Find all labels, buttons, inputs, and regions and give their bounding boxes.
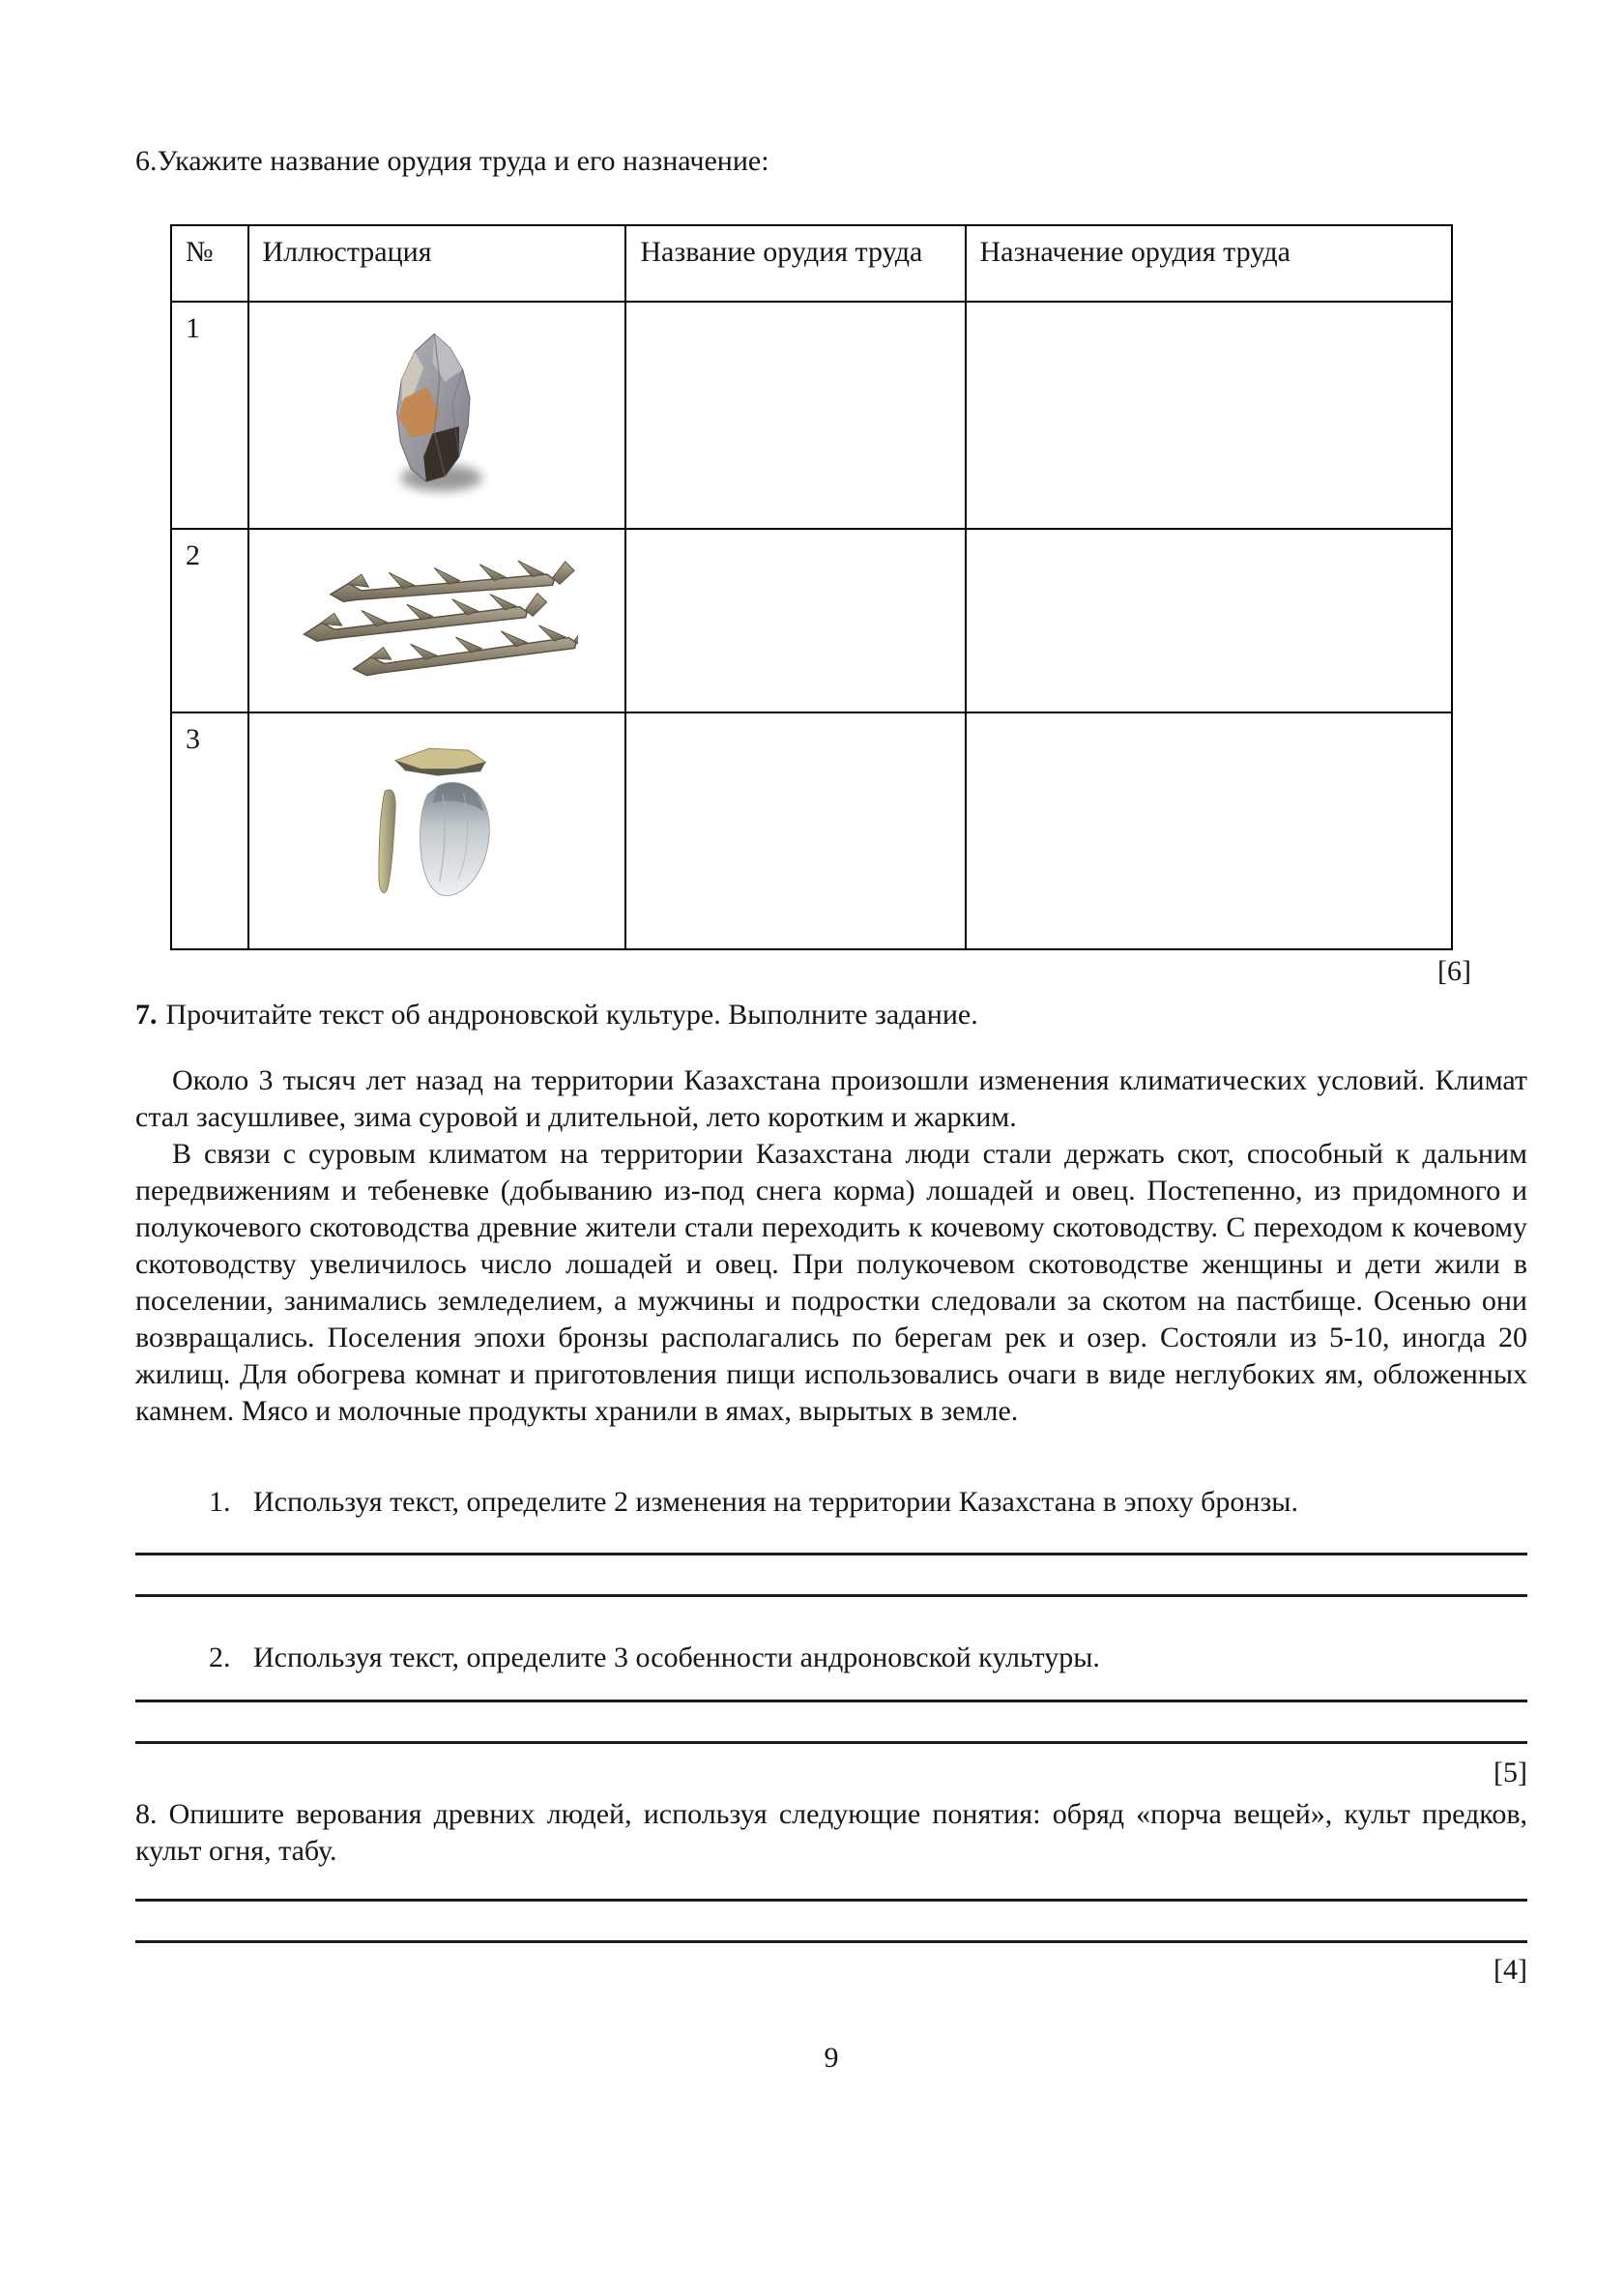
question7-heading: [135, 997, 1527, 1033]
col-header-tool-name: Название орудия труда: [625, 225, 965, 302]
answer-line: [135, 1594, 1527, 1597]
answer-line: [135, 1741, 1527, 1744]
row-number: 1: [171, 302, 248, 529]
answer-cell-tool-purpose-2: [966, 529, 1453, 712]
subquestion-2: [209, 1640, 1527, 1676]
answer-line: [135, 1940, 1527, 1943]
flint-scrapers-image: [356, 741, 518, 921]
subquestion-1-number: 1.: [209, 1486, 231, 1518]
answer-cell-tool-purpose-3: [966, 712, 1453, 949]
row-number: 3: [171, 712, 248, 949]
illustration-cell: [248, 712, 626, 949]
col-header-illustration: Иллюстрация: [248, 225, 626, 302]
question7-paragraph-2: В связи с суровым климатом на территории Казахстана люди стали держать скот, способный к дальним передвижениям и тебеневке (добыванию из-под снега корма) лошадей и овец. Постепенно, из придомного и полукочевого скотоводства древние жители стали переходить к кочевому скотоводству. С переходом к кочевому скотоводству увеличилось число лошадей и овец. При полукочевом скотоводстве женщины и дети жили в поселении, занимались земледелием, а мужчины и подростки следовали за скотом на пастбище. Осенью они возвращались. Поселения эпохи бронзы располагались по берегам рек и озер. Состояли из 5-10, иногда 20 жилищ. Для обогрева комнат и приготовления пищи использовались очаги в виде неглубоких ям, обложенных камнем. Мясо и молочные продукты хранили в ямах, вырытых в земле.: [135, 1138, 1527, 1427]
subquestion-2-text: Используя текст, определите 3 особенности андроновской культуры.: [253, 1642, 1100, 1673]
answer-line: [135, 1899, 1527, 1902]
table-header-row: [171, 225, 1452, 302]
subquestion-1: [209, 1484, 1527, 1521]
answer-line: [135, 1700, 1527, 1702]
illustration-cell: [248, 302, 626, 529]
question7-points-badge: [5]: [1494, 1757, 1527, 1788]
question6-points-badge: [6]: [1437, 955, 1471, 987]
table-row: [171, 302, 1452, 529]
subquestion-2-number: 2.: [209, 1642, 231, 1673]
answer-cell-tool-purpose-1: [966, 302, 1453, 529]
subquestion-1-text: Используя текст, определите 2 изменения на территории Казахстана в эпоху бронзы.: [253, 1486, 1298, 1518]
question7-number: 7.: [135, 999, 158, 1031]
answer-cell-tool-name-2: [625, 529, 965, 712]
question7-title: Прочитайте текст об андроновской культуре. Выполните задание.: [165, 999, 978, 1031]
col-header-number: №: [171, 225, 248, 302]
question7-paragraph-1: Около 3 тысяч лет назад на территории Казахстана произошли изменения климатических условий. Климат стал засушливее, зима суровой и длительной, лето коротким и жарким.: [135, 1064, 1527, 1133]
table-row: [171, 712, 1452, 949]
page-content: [135, 143, 1527, 2077]
stone-hand-axe-image: [370, 327, 504, 505]
illustration-cell: [248, 529, 626, 712]
bone-harpoons-image: [296, 543, 578, 698]
tools-table: [170, 224, 1453, 950]
page-number: 9: [824, 2042, 839, 2074]
table-row: [171, 529, 1452, 712]
question8-points-badge: [4]: [1494, 1954, 1527, 1986]
col-header-tool-purpose: Назначение орудия труда: [966, 225, 1453, 302]
row-number: 2: [171, 529, 248, 712]
answer-cell-tool-name-3: [625, 712, 965, 949]
question6-title: 6.Укажите название орудия труда и его назначение:: [135, 145, 769, 177]
answer-line: [135, 1553, 1527, 1555]
question8-text: 8. Опишите верования древних людей, используя следующие понятия: обряд «порча вещей», культ предков, культ огня, табу.: [135, 1798, 1527, 1867]
answer-cell-tool-name-1: [625, 302, 965, 529]
